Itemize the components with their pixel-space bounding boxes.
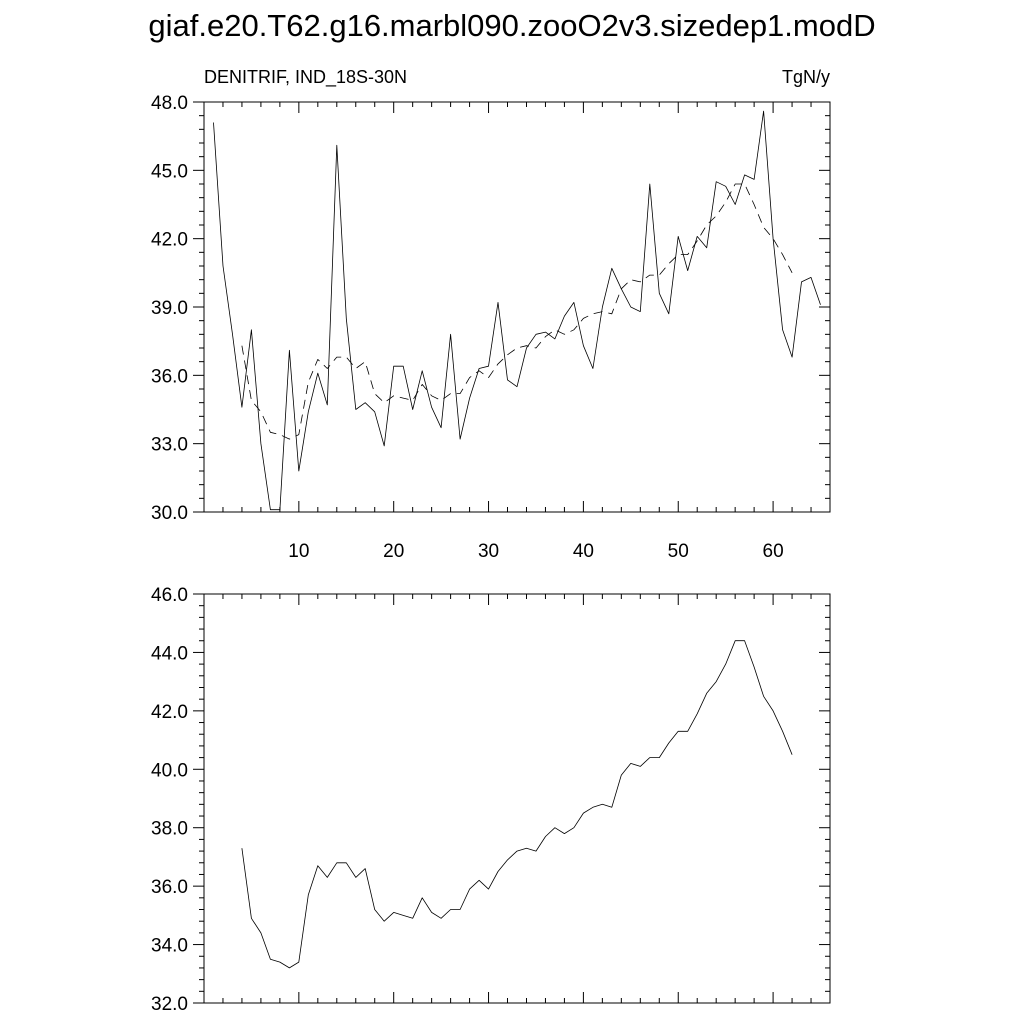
chart-units-label: TgN/y (781, 67, 830, 87)
chart-left-label: DENITRIF, IND_18S-30N (204, 67, 408, 87)
y-tick-label: 32.0 (151, 994, 188, 1015)
series-line-dashed (242, 184, 792, 439)
y-tick-label: 40.0 (151, 760, 188, 782)
top-panel (151, 67, 830, 562)
x-tick-label: 50 (667, 541, 689, 562)
page-title: giaf.e20.T62.g16.marbl090.zooO2v3.sizedep1.modD (148, 8, 876, 43)
series-line-solid (214, 111, 821, 510)
plot-frame (204, 594, 830, 1003)
x-tick-label: 20 (383, 541, 405, 562)
series-line-solid (242, 641, 792, 968)
y-tick-label: 44.0 (151, 643, 188, 665)
y-tick-label: 33.0 (151, 434, 188, 456)
x-tick-label: 60 (762, 541, 784, 562)
y-tick-label: 38.0 (151, 818, 188, 840)
y-tick-label: 34.0 (151, 935, 188, 957)
x-tick-label: 10 (288, 541, 310, 562)
y-tick-label: 39.0 (151, 298, 188, 319)
y-tick-label: 36.0 (151, 366, 188, 388)
y-tick-label: 45.0 (151, 161, 188, 183)
y-tick-label: 42.0 (151, 701, 188, 723)
y-tick-label: 48.0 (151, 93, 188, 114)
y-tick-label: 36.0 (151, 877, 188, 899)
y-tick-label: 42.0 (151, 229, 188, 251)
x-tick-label: 30 (477, 541, 500, 562)
x-tick-label: 40 (572, 541, 594, 562)
y-tick-label: 46.0 (151, 585, 188, 606)
plot-frame (204, 102, 830, 512)
y-tick-label: 30.0 (151, 503, 188, 524)
bottom-panel (151, 585, 830, 1015)
